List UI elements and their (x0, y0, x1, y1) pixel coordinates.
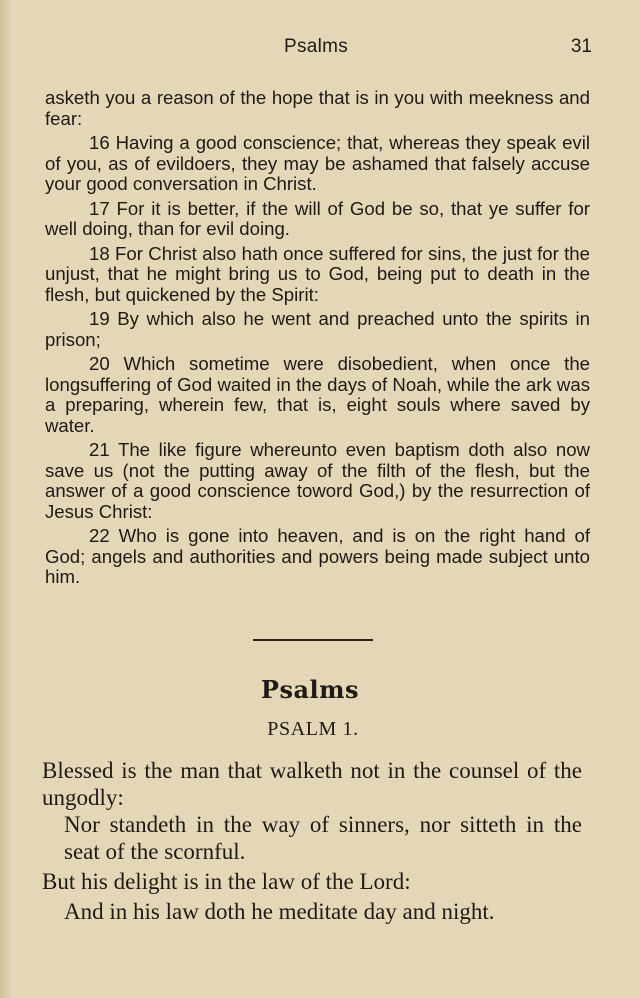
paragraph: 22 Who is gone into heaven, and is on the right hand of God; angels and authorities and powers being made subject unto him. (45, 525, 590, 587)
psalm-number: PSALM 1. (267, 718, 359, 740)
psalm-verse: And in his law doth he meditate day and night. (64, 899, 495, 924)
psalm-verse: Blessed is the man that walketh not in the counsel of the ungodly: (42, 758, 582, 810)
paragraph: 21 The like figure whereunto even baptism doth also now save us (not the putting away of the filth of the flesh, but the answer of a good conscience toword God,) by the resurrection of Jesus Christ: (45, 439, 590, 522)
psalm-verse: Nor standeth in the way of sinners, nor sitteth in the seat of the scornful. (64, 812, 582, 864)
paragraph: 16 Having a good conscience; that, whereas they speak evil of you, as of evildoers, they may be ashamed that falsely accuse your good conversation in Christ. (45, 132, 590, 194)
paragraph: 20 Which sometime were disobedient, when once the longsuffering of God waited in the days of Noah, while the ark was a preparing, wherein few, that is, eight souls where saved by water. (45, 353, 590, 436)
page-edge-shadow (0, 0, 12, 998)
paragraph: 18 For Christ also hath once suffered for sins, the just for the unjust, that he might bring us to God, being put to death in the flesh, but quickened by the Spirit: (45, 242, 590, 305)
section-heading: Psalms (260, 675, 360, 704)
section-divider (253, 639, 373, 641)
paragraph: asketh you a reason of the hope that is in you with meekness and fear: (45, 87, 590, 129)
paragraph: 17 For it is better, if the will of God be so, that ye suffer for well doing, than for evil doing. (45, 197, 590, 239)
running-head (0, 36, 640, 60)
psalm-verse: But his delight is in the law of the Lord: (42, 869, 411, 894)
page-number: 31 (570, 36, 592, 57)
scripture-text (45, 88, 590, 588)
paragraph: 19 By which also he went and preached unto the spirits in prison; (45, 308, 590, 350)
running-head-title: Psalms (284, 36, 349, 57)
